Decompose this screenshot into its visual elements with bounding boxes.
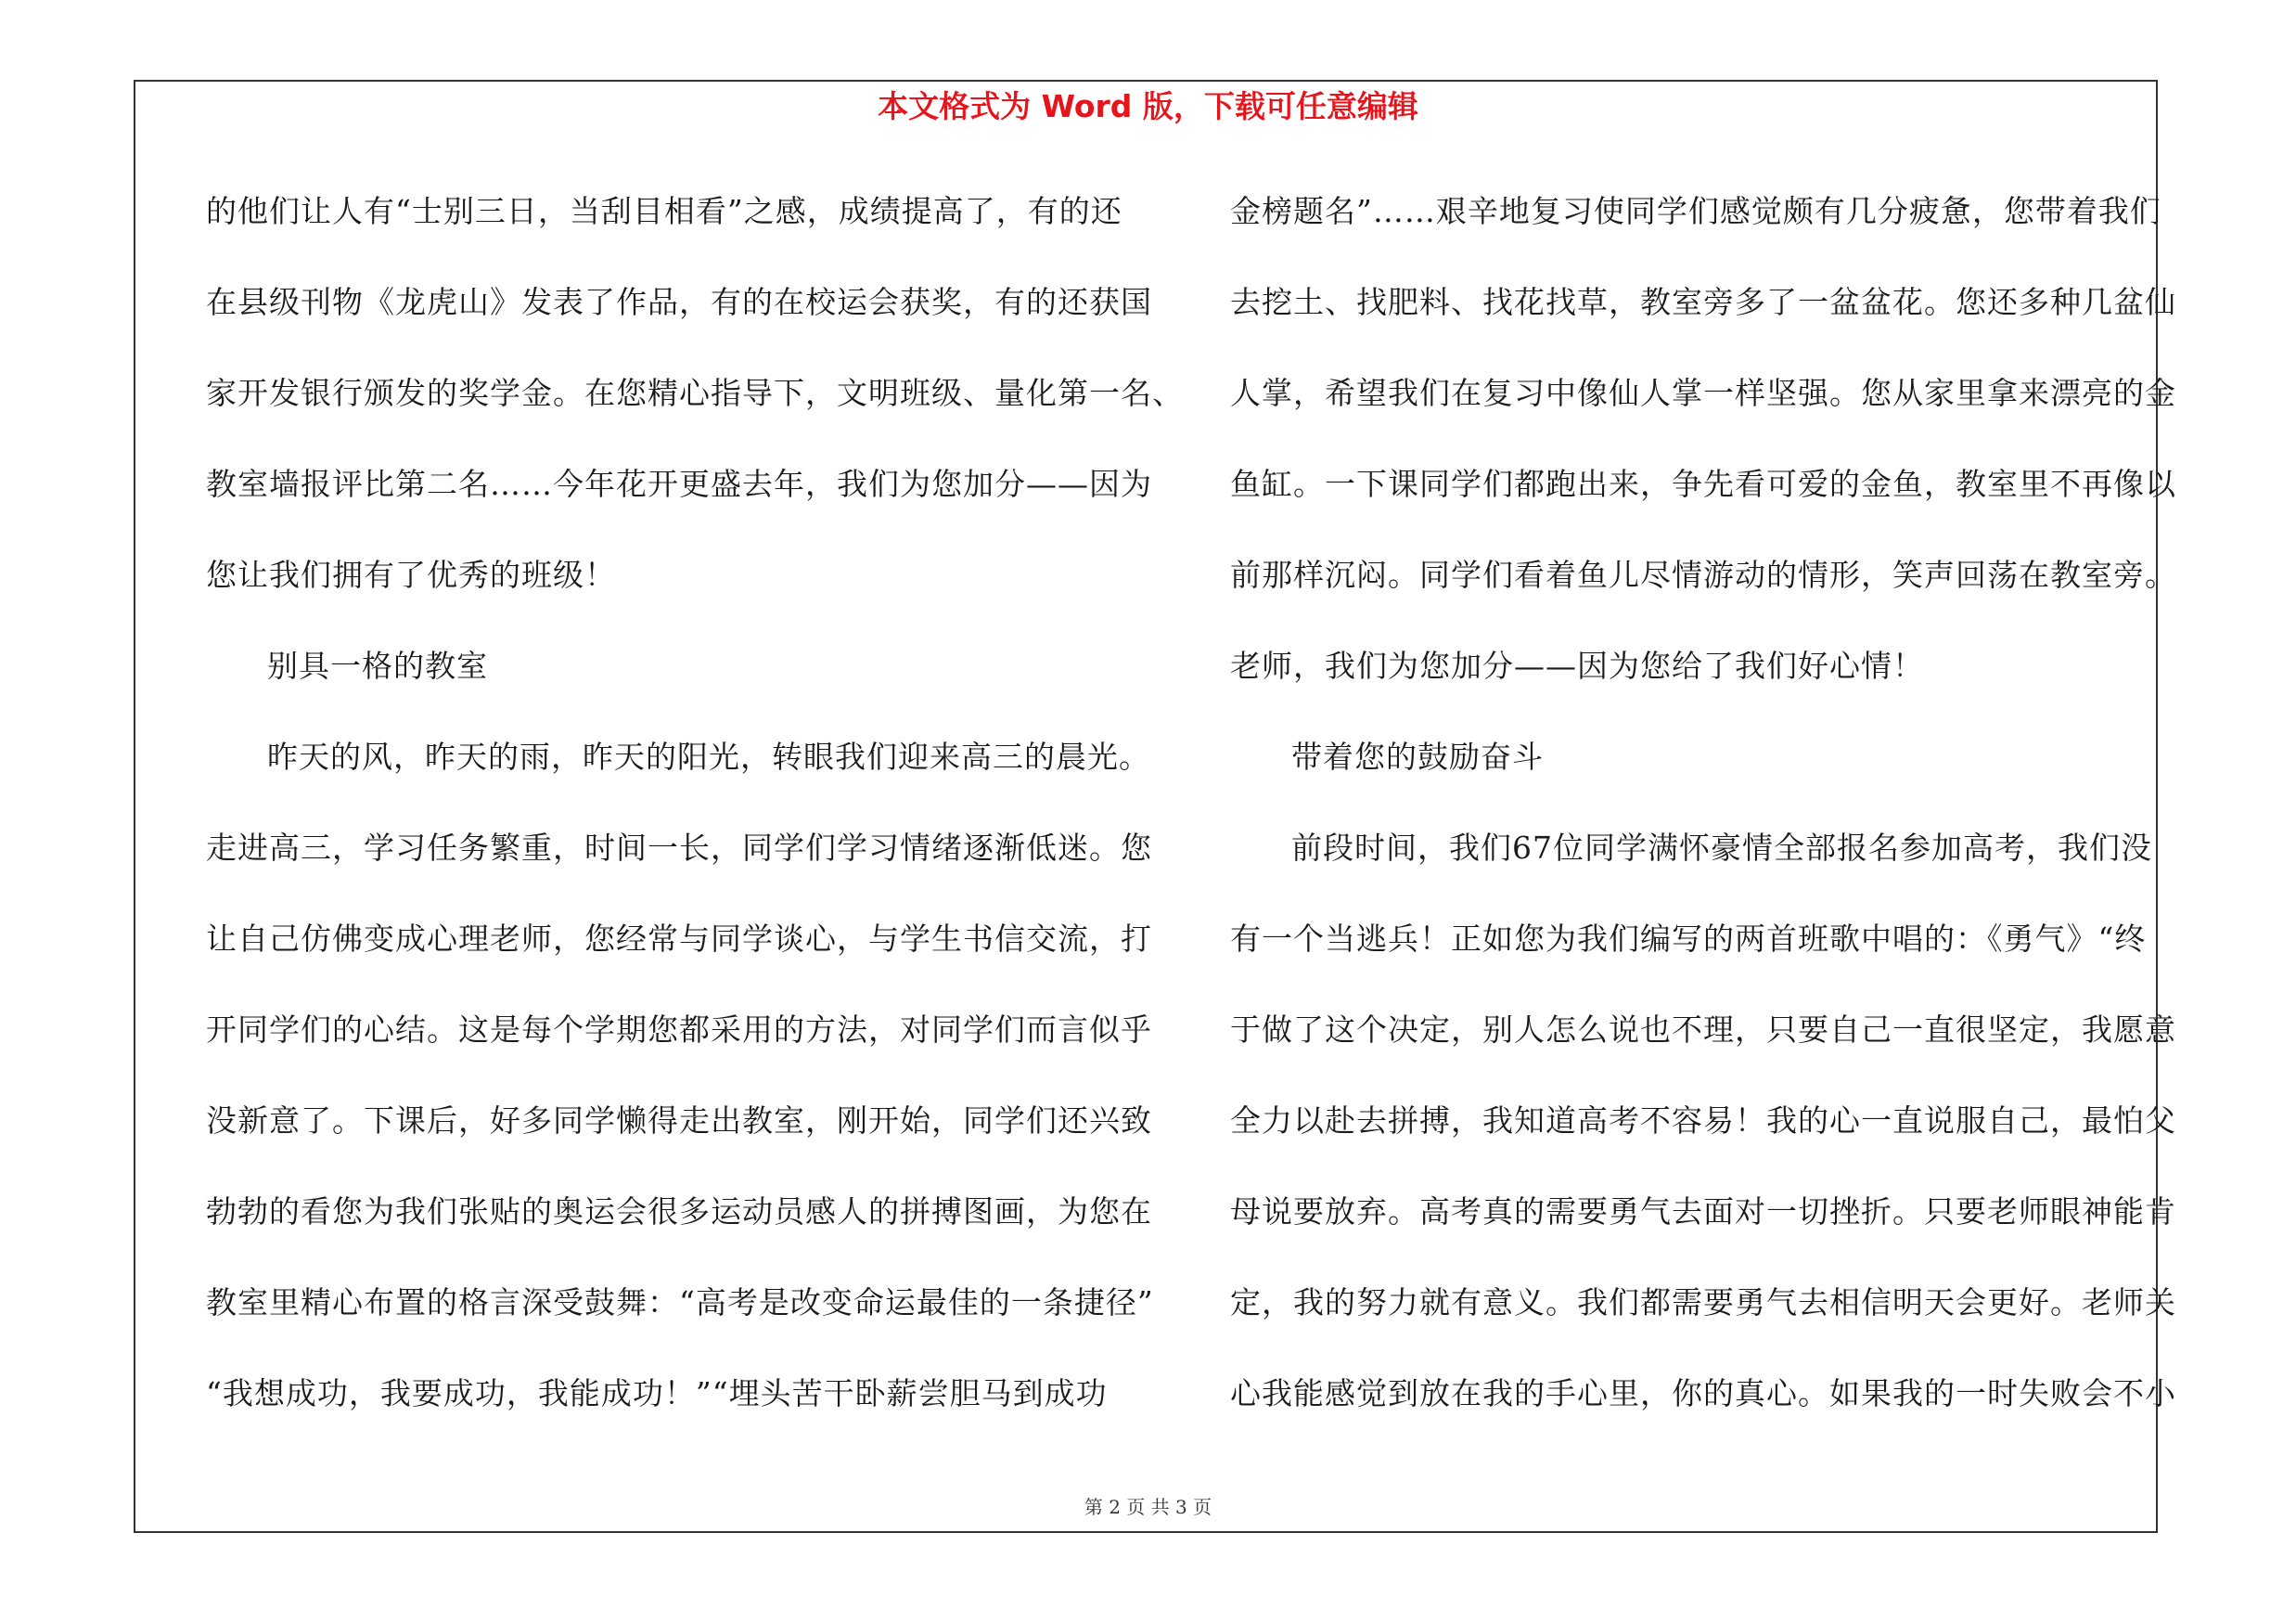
text-line: 家开发银行颁发的奖学金。在您精心指导下，文明班级、量化第一名、	[206, 375, 1184, 411]
text-line: 带着您的鼓励奋斗	[1291, 739, 1544, 775]
page-number: 第 2 页 共 3 页	[1084, 1496, 1212, 1518]
text-line: 教室里精心布置的格言深受鼓舞：“高考是改变命运最佳的一条捷径”	[206, 1284, 1154, 1320]
text-line: 金榜题名”……艰辛地复习使同学们感觉颇有几分疲惫，您带着我们	[1230, 193, 2161, 229]
text-line: 去挖土、找肥料、找花找草，教室旁多了一盆盆花。您还多种几盆仙	[1230, 284, 2176, 320]
text-line: 人掌，希望我们在复习中像仙人掌一样坚强。您从家里拿来漂亮的金	[1230, 375, 2176, 411]
text-line: 母说要放弃。高考真的需要勇气去面对一切挫折。只要老师眼神能肯	[1230, 1193, 2176, 1230]
text-line: 鱼缸。一下课同学们都跑出来，争先看可爱的金鱼，教室里不再像以	[1230, 466, 2176, 502]
text-line: “我想成功，我要成功，我能成功！”“埋头苦干卧薪尝胆马到成功	[206, 1375, 1108, 1411]
text-line: 教室墙报评比第二名……今年花开更盛去年，我们为您加分——因为	[206, 466, 1152, 502]
text-line: 的他们让人有“士别三日，当刮目相看”之感，成绩提高了，有的还	[206, 193, 1122, 229]
text-line: 您让我们拥有了优秀的班级！	[206, 557, 616, 593]
text-line: 走进高三，学习任务繁重，时间一长，同学们学习情绪逐渐低迷。您	[206, 830, 1152, 866]
text-line: 老师，我们为您加分——因为您给了我们好心情！	[1230, 648, 1924, 684]
text-line: 前段时间，我们67位同学满怀豪情全部报名参加高考，我们没	[1291, 830, 2152, 866]
text-line: 在县级刊物《龙虎山》发表了作品，有的在校运会获奖，有的还获国	[206, 284, 1152, 320]
text-line: 前那样沉闷。同学们看着鱼儿尽情游动的情形，笑声回荡在教室旁。	[1230, 557, 2176, 593]
text-line: 全力以赴去拼搏，我知道高考不容易！我的心一直说服自己，最怕父	[1230, 1102, 2176, 1139]
text-line: 没新意了。下课后，好多同学懒得走出教室，刚开始，同学们还兴致	[206, 1102, 1152, 1139]
text-line: 让自己仿佛变成心理老师，您经常与同学谈心，与学生书信交流，打	[206, 921, 1152, 957]
text-line: 开同学们的心结。这是每个学期您都采用的方法，对同学们而言似乎	[206, 1011, 1152, 1048]
left-text-column	[206, 186, 1184, 1459]
text-line: 定，我的努力就有意义。我们都需要勇气去相信明天会更好。老师关	[1230, 1284, 2176, 1320]
text-line: 有一个当逃兵！正如您为我们编写的两首班歌中唱的：《勇气》“终	[1230, 921, 2147, 957]
text-line: 勃勃的看您为我们张贴的奥运会很多运动员感人的拼搏图画，为您在	[206, 1193, 1152, 1230]
right-text-column	[1230, 186, 2176, 1459]
text-line: 别具一格的教室	[267, 648, 488, 684]
document-banner: 本文格式为 Word 版，下载可任意编辑	[878, 88, 1418, 124]
text-line: 昨天的风，昨天的雨，昨天的阳光，转眼我们迎来高三的晨光。	[267, 739, 1150, 775]
text-line: 心我能感觉到放在我的手心里，你的真心。如果我的一时失败会不小	[1230, 1375, 2176, 1411]
text-line: 于做了这个决定，别人怎么说也不理，只要自己一直很坚定，我愿意	[1230, 1011, 2176, 1048]
